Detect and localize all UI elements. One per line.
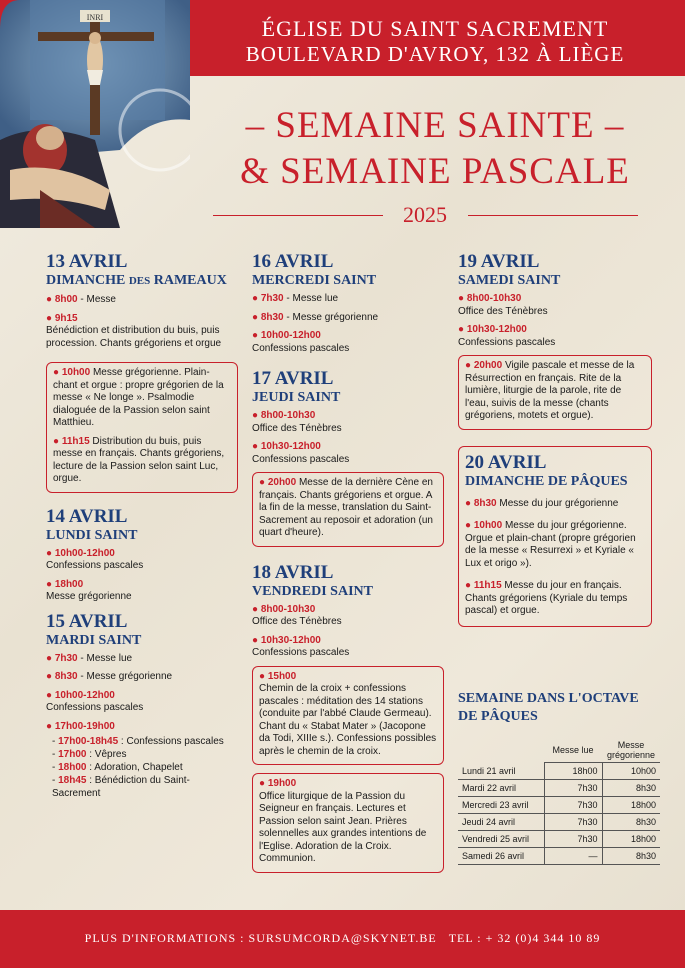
schedule-item: ● 15h00 Chemin de la croix + confessions pascales : méditation des 14 stations (conduite par l'abbé Claude Germeau). Chant du « Stabat Mater » (Jacopone da Todi, XIIIe s.). Confessions possibles après le chemin de la croix. <box>259 670 437 757</box>
table-header <box>458 738 660 763</box>
schedule-item: ● 10h30-12h00 Confessions pascales <box>252 441 350 465</box>
title-line-2: & SEMAINE PASCALE <box>240 151 630 192</box>
day-name: JEUDI SAINT <box>252 390 341 405</box>
schedule-item: ● 7h30 - Messe lue <box>46 652 133 664</box>
column-1 <box>46 252 238 800</box>
schedule-item: ● 8h00-10h30 Office des Ténèbres <box>252 603 342 627</box>
table-row: Mardi 22 avril 7h30 8h30 <box>458 780 660 797</box>
table-row: Vendredi 25 avril 7h30 18h00 <box>458 831 660 848</box>
table-row: Mercredi 23 avril 7h30 18h00 <box>458 797 660 814</box>
octave-title: SEMAINE DANS L'OCTAVE DE PÂQUES <box>458 691 639 724</box>
crucifixion-painting <box>0 0 190 228</box>
schedule-item: ● 10h00-12h00 Confessions pascales <box>46 689 144 713</box>
year-rule-left <box>213 215 383 216</box>
schedule-item: ● 10h00-12h00 Confessions pascales <box>252 330 350 354</box>
schedule-item: ● 18h00 Messe grégorienne <box>46 578 132 602</box>
day-name: SAMEDI SAINT <box>458 273 561 288</box>
schedule-item: ● 17h00-19h00 <box>46 720 115 732</box>
col-header: Messe lue <box>544 738 602 763</box>
schedule-item: ● 19h00 Office liturgique de la Passion du Seigneur en français. Lectures et Passion selon saint Jean. Prières solennelles aux grandes intentions de l'Eglise. Adoration de la Croix. Communion. <box>259 778 427 864</box>
schedule-item: ● 11h15 Distribution du buis, puis messe en français. Chants grégoriens, lecture de la Passion selon saint Luc, orgue. <box>53 435 225 484</box>
year-rule-right <box>468 215 638 216</box>
footer-text: PLUS D'INFORMATIONS : SURSUMCORDA@SKYNET.BE TEL : + 32 (0)4 344 10 89 <box>84 931 601 945</box>
schedule-item: ● 10h30-12h00 Confessions pascales <box>458 324 556 348</box>
highlight-box <box>252 472 444 547</box>
sub-item: - 17h00 : Vêpres <box>52 749 127 760</box>
schedule-item: ● 10h30-12h00 Confessions pascales <box>252 634 350 658</box>
day-name: VENDREDI SAINT <box>252 583 373 599</box>
schedule-item: ● 8h00-10h30 Office des Ténèbres <box>458 293 548 317</box>
phone-number[interactable]: TEL : + 32 (0)4 344 10 89 <box>448 931 601 945</box>
day-date: 16 AVRIL <box>252 251 334 272</box>
schedule-item: ● 8h00 - Messe <box>46 294 116 305</box>
day-name: MERCREDI SAINT <box>252 273 377 288</box>
day-date: 14 AVRIL <box>46 505 128 527</box>
year: 2025 <box>403 202 447 227</box>
schedule-item: ● 8h30 - Messe grégorienne <box>46 671 173 682</box>
day-date: 15 AVRIL <box>46 610 128 632</box>
column-2 <box>252 252 444 873</box>
octave-table <box>458 738 660 865</box>
day-date: 19 AVRIL <box>458 251 540 272</box>
schedule-item: ● 9h15 Bénédiction et distribution du buis, puis procession. Chants grégoriens et orgue <box>46 312 222 349</box>
day-name: LUNDI SAINT <box>46 527 138 543</box>
church-name: ÉGLISE DU SAINT SACREMENT <box>261 16 609 41</box>
church-address: BOULEVARD D'AVROY, 132 À LIÈGE <box>245 42 625 66</box>
schedule-item: ● 8h00-10h30 Office des Ténèbres <box>252 410 342 434</box>
day-date: 13 AVRIL <box>46 251 128 272</box>
inri-label: INRI <box>86 13 104 22</box>
table-row: Samedi 26 avril — 8h30 <box>458 848 660 865</box>
schedule-item: ● 11h15 Messe du jour en français. Chants grégoriens (Kyriale du temps pascal) et orgue. <box>465 580 628 616</box>
schedule-item: ● 10h00 Messe grégorienne. Plain-chant et orgue : propre grégorien de la messe « Ne longe ». Psalmodie dialoguée de la Passion selon saint Matthieu. <box>53 367 224 428</box>
title-line-1: – SEMAINE SAINTE – <box>245 105 625 146</box>
highlight-box <box>458 355 652 430</box>
schedule-item: ● 7h30 - Messe lue <box>252 293 339 304</box>
schedule-item: ● 8h30 Messe du jour grégorienne <box>465 497 619 509</box>
sub-item: - 18h00 : Adoration, Chapelet <box>52 762 183 773</box>
table-row: Jeudi 24 avril 7h30 8h30 <box>458 814 660 831</box>
sub-item: - 18h45 : Bénédiction du Saint-Sacrement <box>52 775 190 799</box>
day-date: 18 AVRIL <box>252 561 334 583</box>
day-name: DIMANCHE DE PÂQUES <box>465 473 628 489</box>
day-date: 17 AVRIL <box>252 368 334 389</box>
schedule-item: ● 8h30 - Messe grégorienne <box>252 311 379 323</box>
day-date: 20 AVRIL <box>465 451 547 473</box>
highlight-box <box>252 666 444 766</box>
schedule-item: ● 20h00 Vigile pascale et messe de la Résurrection en français. Rite de la lumière, liturgie de la parole, rite de l'eau, suivis de la messe (chants grégoriens, motets et orgue). <box>465 360 635 421</box>
highlight-box <box>252 773 444 873</box>
table-row: Lundi 21 avril 18h00 10h00 <box>458 763 660 780</box>
column-3 <box>458 252 652 627</box>
schedule-item: ● 10h00 Messe du jour grégorienne. Orgue et plain-chant (propre grégorien de la messe « Resurrexi » et Kyriale « Lux et origo »). <box>465 520 636 569</box>
schedule-item: ● 10h00-12h00 Confessions pascales <box>46 547 144 571</box>
sub-items <box>46 735 238 800</box>
footer-band <box>0 910 685 968</box>
day-name: DIMANCHE DES RAMEAUX <box>46 273 227 288</box>
easter-box <box>458 446 652 627</box>
col-header: Messe grégorienne <box>602 738 660 763</box>
schedule-item: ● 20h00 Messe de la dernière Cène en français. Chants grégoriens et orgue. A la fin de la messe, translation du Saint-Sacrement au reposoir et adoration (un quart d'heure). <box>259 477 433 538</box>
painting-artwork <box>0 0 190 228</box>
sub-item: - 17h00-18h45 : Confessions pascales <box>52 736 224 747</box>
email-link[interactable]: SURSUMCORDA@SKYNET.BE <box>248 931 437 945</box>
day-name: MARDI SAINT <box>46 632 142 648</box>
highlight-box <box>46 362 238 493</box>
